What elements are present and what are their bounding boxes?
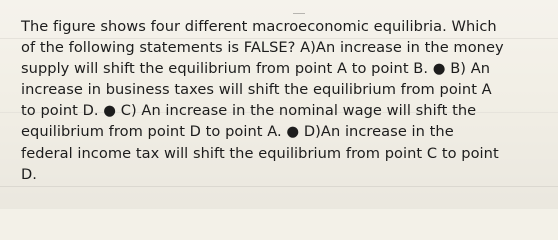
paper-crease [0,186,558,187]
question-text: The figure shows four different macroeconomic equilibria. Which of the following statements is FALSE? A)An increase in the money supply will shift the equilibrium from point A to point B. ● B) An increase in business taxes will shift the equilibrium from point A to point D. ● C) An increase in the nominal wage will shift the equilibrium from point D to point A. ● D)An increase in the federal income tax will shift the equilibrium from point C to point D. [21,18,504,183]
ink-smudge [293,13,305,14]
